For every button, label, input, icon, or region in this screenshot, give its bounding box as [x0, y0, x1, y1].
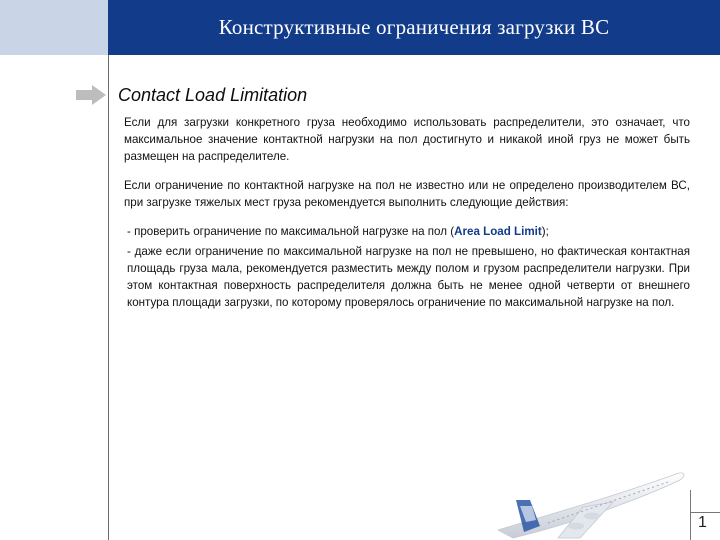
bullet-item-1	[127, 223, 690, 240]
area-load-limit-term: Area Load Limit	[454, 225, 542, 238]
paragraph-2: Если ограничение по контактной нагрузке на пол не известно или не определено производителем ВС, при загрузке тяжелых мест груза рекомендуется выполнить следующие действия:	[124, 179, 690, 209]
page-title: Конструктивные ограничения загрузки ВС	[218, 15, 610, 39]
left-divider	[108, 55, 109, 540]
page-number: 1	[698, 514, 707, 531]
header-accent-block	[0, 0, 108, 55]
right-arrow-icon	[76, 85, 106, 105]
page-number-box	[690, 490, 720, 540]
page-box-vertical-line	[690, 490, 691, 540]
content-body	[124, 114, 690, 313]
paragraph-1: Если для загрузки конкретного груза необходимо использовать распределители, это означает, что максимальное значение контактной нагрузки на пол достигнуто и никакой иной груз не может быть размещен на распределителе.	[124, 116, 690, 163]
airplane-image	[488, 460, 688, 540]
bullet-item-2: - даже если ограничение по максимальной нагрузке на пол не превышено, но фактическая контактная площадь груза мала, рекомендуется разместить между полом и грузом распределители нагрузки. При этом контактная поверхность распределителя должна быть не менее одной четверти от внешнего контура площади загрузки, по которому проверялось ограничение по максимальной нагрузке на пол.	[127, 245, 690, 309]
bullet-1-prefix: - проверить ограничение по максимальной нагрузке на пол (	[127, 225, 455, 238]
bullet-1-suffix: );	[541, 225, 549, 238]
page-box-horizontal-line	[690, 512, 720, 513]
section-title: Contact Load Limitation	[118, 85, 308, 105]
bullet-list	[127, 223, 690, 311]
title-bar	[108, 0, 720, 55]
